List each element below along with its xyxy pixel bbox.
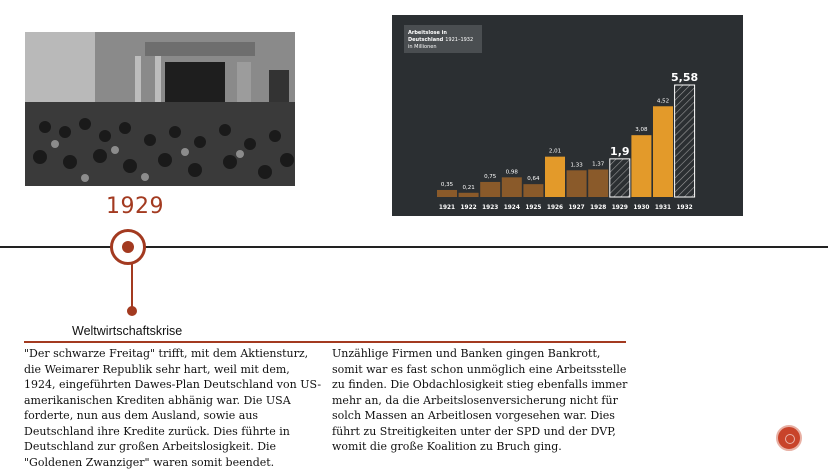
x-tick-1926: 1926 [546,205,564,211]
crowd-photo [25,32,295,186]
value-label-1926: 2,01 [548,148,562,155]
x-tick-1929: 1929 [611,205,628,211]
x-tick-1928: 1928 [590,205,607,211]
x-tick-1932: 1932 [676,205,693,211]
x-tick-1927: 1927 [568,205,585,211]
crowd-photo-illustration [25,32,295,186]
value-label-1925: 0,64 [527,176,540,183]
value-label-1932: 5,58 [671,71,699,84]
bar-1922 [459,193,479,197]
value-label-1923: 0,75 [484,173,497,180]
timeline-stem [131,264,133,310]
bar-1931 [653,106,673,197]
bar-1928 [588,170,608,197]
chart-title-unit: in Millionen [408,44,437,50]
x-tick-1931: 1931 [654,205,672,211]
value-label-1929: 1,9 [610,144,630,158]
bar-1924 [502,177,522,197]
value-label-1931: 4,52 [656,98,670,105]
value-label-1928: 1,37 [592,161,605,168]
text-column-right: Unzählige Firmen und Banken gingen Bankrott, somit war es fast schon unmöglich eine Arbeitsstelle zu finden. Die Obdachlosigkeit stieg ebenfalls immer mehr an, da die Arbeitslosenversicherung nicht für solch Massen an Arbeitlosen vorgesehen war. Dies führt zu Streitigkeiten unter der SPD und der DVP, womit die große Koalition zu Bruch ging. [332,347,628,453]
value-label-1927: 1,33 [570,162,583,169]
value-label-1930: 3,08 [635,127,648,134]
unemployment-chart [392,15,743,216]
chart-title-line-2: Deutschland 1921–1932 [408,37,474,43]
heading-underline [24,341,626,343]
value-label-1921: 0,35 [440,181,454,188]
timeline-marker [110,229,146,265]
next-slide-button[interactable] [776,425,802,451]
bar-1923 [480,182,500,197]
bar-1929 [610,159,630,197]
chart-title-bold-1: Arbeitslose in [408,30,447,36]
bar-1925 [523,184,543,197]
bar-1926 [545,157,565,197]
bar-1921 [437,190,457,197]
value-label-1922: 0,21 [462,184,475,191]
x-tick-1930: 1930 [633,205,650,211]
bar-1932 [675,85,695,197]
bar-1927 [567,170,587,197]
text-column-left: "Der schwarze Freitag" trifft, mit dem Aktiensturz, die Weimarer Republik sehr hart, weil mit dem, 1924, eingeführten Dawes-Plan Deutschland von US-amerikanischen Krediten abhänig war. Die USA forderte, nun aus dem Ausland, sowie aus Deutschland ihre Kredite zurück. Dies führte in Deutschland zur großen Arbeitslosigkeit. Die "Goldenen Zwanziger" waren somit beendet. [24,347,322,469]
value-label-1924: 0,98 [505,169,518,176]
timeline-marker-dot [122,241,134,253]
bar-1930 [631,135,651,197]
x-tick-1925: 1925 [525,205,542,211]
x-tick-1924: 1924 [503,205,520,211]
timeline-stem-dot [127,306,137,316]
x-tick-1923: 1923 [482,205,499,211]
section-heading: Weltwirtschaftskrise [72,324,183,338]
year-label: 1929 [106,194,164,219]
chart-canvas [392,15,743,216]
x-tick-1921: 1921 [438,205,456,211]
x-tick-1922: 1922 [460,205,477,211]
